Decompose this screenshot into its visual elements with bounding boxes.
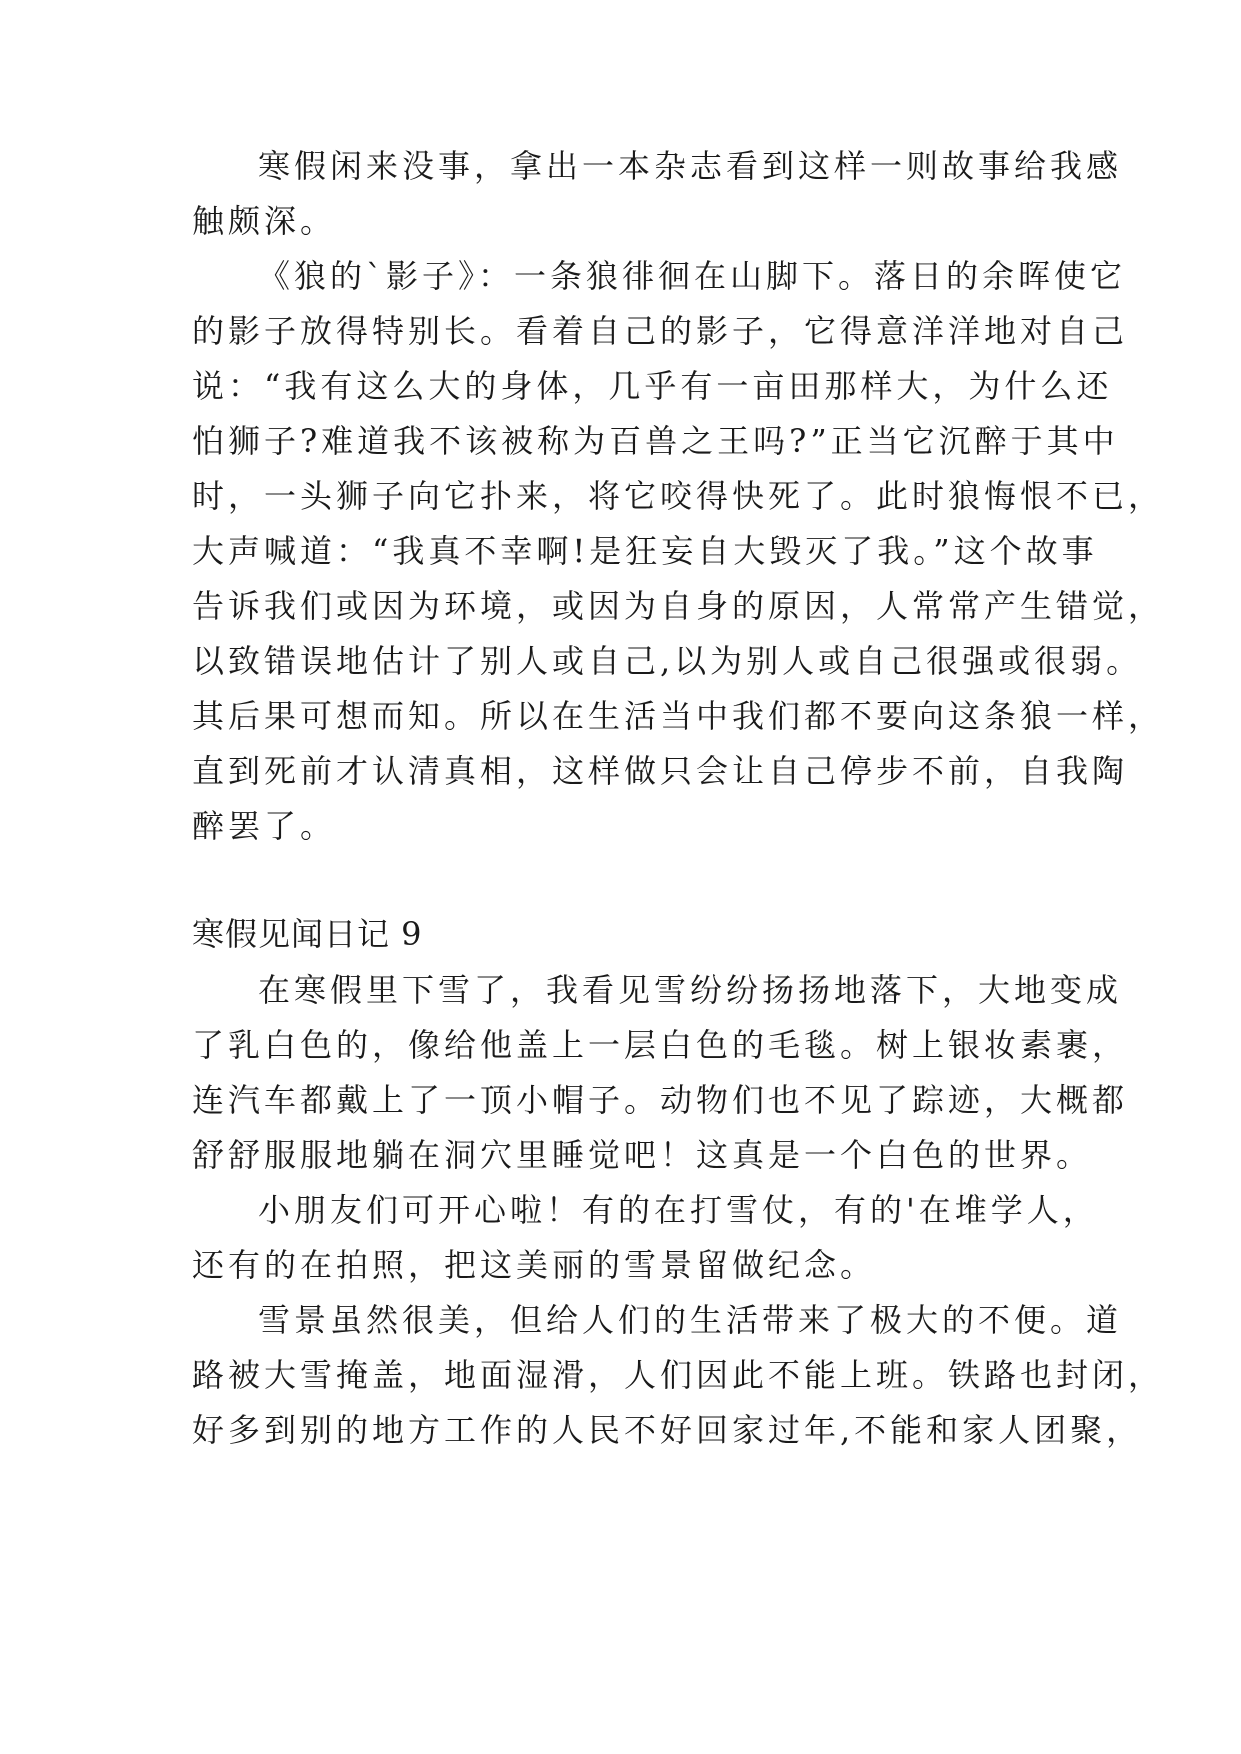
paragraph-line: 还有的在拍照，把这美丽的雪景留做纪念。 xyxy=(192,1246,877,1284)
paragraph-line: 小朋友们可开心啦！有的在打雪仗，有的'在堆学人， xyxy=(258,1191,1099,1229)
paragraph-line: 的影子放得特别长。看着自己的影子，它得意洋洋地对自己 xyxy=(192,312,1129,350)
paragraph-line: 寒假闲来没事，拿出一本杂志看到这样一则故事给我感 xyxy=(258,147,1123,185)
paragraph-line: 好多到别的地方工作的人民不好回家过年,不能和家人团聚， xyxy=(192,1411,1143,1449)
paragraph-line: 在寒假里下雪了，我看见雪纷纷扬扬地落下，大地变成 xyxy=(258,971,1123,1009)
paragraph-line: 雪景虽然很美，但给人们的生活带来了极大的不便。道 xyxy=(258,1301,1123,1339)
paragraph-line: 舒舒服服地躺在洞穴里睡觉吧！这真是一个白色的世界。 xyxy=(192,1136,1093,1174)
paragraph-line: 直到死前才认清真相，这样做只会让自己停步不前，自我陶 xyxy=(192,752,1129,790)
paragraph-line: 大声喊道：“我真不幸啊!是狂妄自大毁灭了我。”这个故事 xyxy=(192,532,1098,570)
paragraph-line: 了乳白色的，像给他盖上一层白色的毛毯。树上银妆素裹， xyxy=(192,1026,1129,1064)
paragraph-line: 连汽车都戴上了一顶小帽子。动物们也不见了踪迹，大概都 xyxy=(192,1081,1129,1119)
paragraph-line: 路被大雪掩盖，地面湿滑，人们因此不能上班。铁路也封闭， xyxy=(192,1356,1165,1394)
paragraph-line: 时，一头狮子向它扑来，将它咬得快死了。此时狼悔恨不已， xyxy=(192,477,1165,515)
paragraph-line: 以致错误地估计了别人或自己,以为别人或自己很强或很弱。 xyxy=(192,642,1143,680)
paragraph-line: 《狼的`影子》：一条狼徘徊在山脚下。落日的余晖使它 xyxy=(258,257,1127,295)
section-heading: 寒假见闻日记 9 xyxy=(192,915,423,953)
paragraph-line: 其后果可想而知。所以在生活当中我们都不要向这条狼一样， xyxy=(192,697,1165,735)
paragraph-line: 说：“我有这么大的身体，几乎有一亩田那样大，为什么还 xyxy=(192,367,1113,405)
paragraph-line: 醉罢了。 xyxy=(192,807,337,845)
paragraph-line: 怕狮子?难道我不该被称为百兽之王吗?”正当它沉醉于其中 xyxy=(192,422,1119,460)
paragraph-line: 告诉我们或因为环境，或因为自身的原因，人常常产生错觉， xyxy=(192,587,1165,625)
paragraph-line: 触颇深。 xyxy=(192,202,337,240)
